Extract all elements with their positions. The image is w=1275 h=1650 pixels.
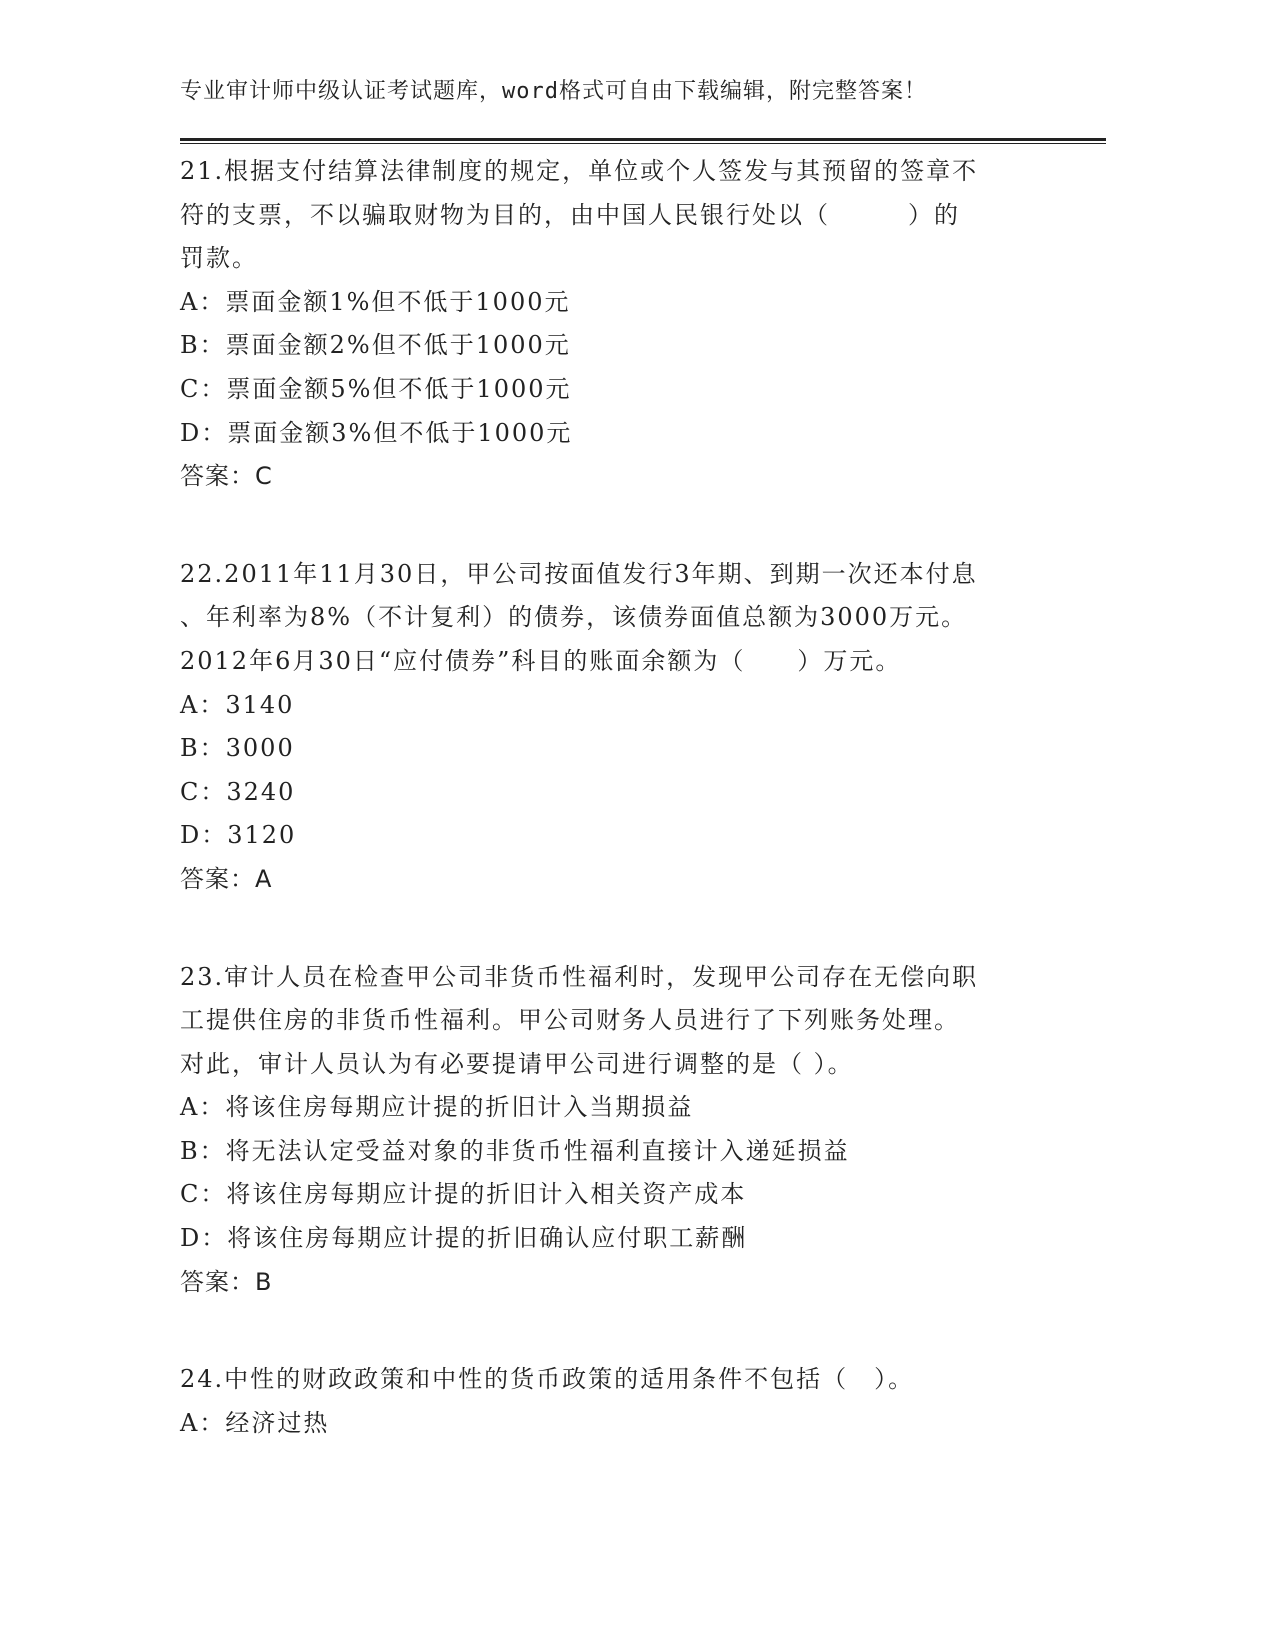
- header-rule-thin: [180, 143, 1106, 144]
- option-a: A：将该住房每期应计提的折旧计入当期损益: [180, 1093, 694, 1122]
- option-d: D：票面金额3%但不低于1000元: [180, 418, 573, 447]
- option-c: C：将该住房每期应计提的折旧计入相关资产成本: [180, 1180, 747, 1209]
- option-d: D：3120: [180, 821, 297, 850]
- header-rule-thick: [180, 138, 1106, 141]
- option-b: B：3000: [180, 734, 295, 763]
- option-b: B：票面金额2%但不低于1000元: [180, 331, 571, 360]
- question-23: [180, 956, 1060, 1305]
- option-b: B：将无法认定受益对象的非货币性福利直接计入递延损益: [180, 1136, 850, 1165]
- answer: 答案：C: [180, 462, 273, 491]
- answer: 答案：B: [180, 1267, 273, 1296]
- question-24: [180, 1358, 1060, 1445]
- option-c: C：票面金额5%但不低于1000元: [180, 374, 572, 403]
- question-21: [180, 150, 1060, 499]
- page-header: 专业审计师中级认证考试题库，word格式可自由下载编辑，附完整答案！: [180, 79, 927, 104]
- answer: 答案：A: [180, 864, 273, 893]
- question-stem: 22.2011年11月30日，甲公司按面值发行3年期、到期一次还本付息 、年利率为8%（不计复利）的债券，该债券面值总额为3000万元。 2012年6月30日“应付债券”科目的账面余额为（ ）万元。: [180, 559, 978, 675]
- question-stem: 21.根据支付结算法律制度的规定，单位或个人签发与其预留的签章不 符的支票，不以骗取财物为目的，由中国人民银行处以（ ）的 罚款。: [180, 157, 979, 273]
- question-22: [180, 553, 1060, 902]
- option-d: D：将该住房每期应计提的折旧确认应付职工薪酬: [180, 1224, 748, 1253]
- question-stem: 23.审计人员在检查甲公司非货币性福利时，发现甲公司存在无偿向职 工提供住房的非货币性福利。甲公司财务人员进行了下列账务处理。 对此，审计人员认为有必要提请甲公司进行调整的是（ ）。: [180, 962, 979, 1078]
- option-a: A：票面金额1%但不低于1000元: [180, 287, 571, 316]
- option-a: A：经济过热: [180, 1408, 330, 1437]
- option-a: A：3140: [180, 690, 295, 719]
- question-stem: 24.中性的财政政策和中性的货币政策的适用条件不包括（ ）。: [180, 1365, 915, 1394]
- question-list: [180, 150, 1060, 1445]
- option-c: C：3240: [180, 777, 296, 806]
